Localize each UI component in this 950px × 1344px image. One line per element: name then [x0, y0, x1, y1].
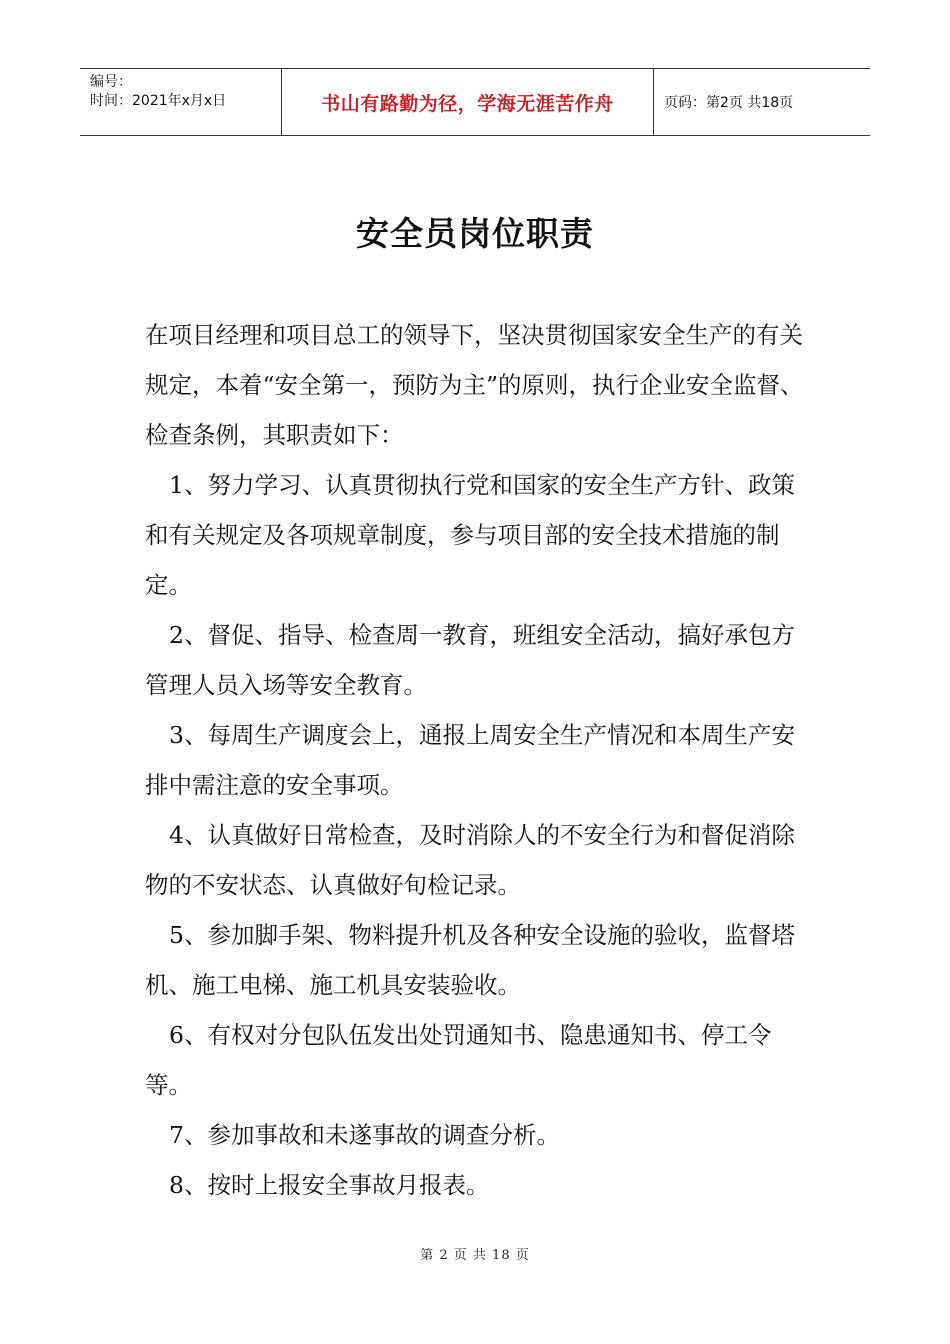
header-page-info: 页码：第2页 共18页	[664, 95, 794, 111]
intro-paragraph: 在项目经理和项目总工的领导下，坚决贯彻国家安全生产的有关规定，本着“安全第一，预防为主”的原则，执行企业安全监督、检查条例，其职责如下：	[145, 321, 804, 449]
duty-item-3: 3、每周生产调度会上，通报上周安全生产情况和本周生产安排中需注意的安全事项。	[145, 721, 795, 799]
document-title: 安全员岗位职责	[356, 214, 594, 253]
duty-item-4: 4、认真做好日常检查，及时消除人的不安全行为和督促消除物的不安状态、认真做好旬检记录。	[145, 821, 795, 899]
duty-item-7: 7、参加事故和未遂事故的调查分析。	[169, 1121, 560, 1149]
document-body	[145, 310, 810, 1210]
header-motto-cell	[282, 69, 654, 135]
duty-item-6: 6、有权对分包队伍发出处罚通知书、隐患通知书、停工令等。	[145, 1021, 772, 1099]
header-page-cell	[654, 69, 870, 135]
duty-item-8: 8、按时上报安全事故月报表。	[169, 1171, 490, 1199]
header-meta-cell	[80, 69, 282, 135]
document-header	[80, 68, 870, 136]
duty-item-5: 5、参加脚手架、物料提升机及各种安全设施的验收，监督塔机、施工电梯、施工机具安装验收。	[145, 921, 795, 999]
page-footer: 第 2 页 共 18 页	[420, 1248, 530, 1263]
document-number-label: 编号：	[90, 74, 132, 90]
document-date-label: 时间：2021年x月x日	[90, 93, 227, 109]
duty-item-1: 1、努力学习、认真贯彻执行党和国家的安全生产方针、政策和有关规定及各项规章制度，参与项目部的安全技术措施的制定。	[145, 471, 795, 599]
header-motto: 书山有路勤为径，学海无涯苦作舟	[321, 92, 614, 115]
duty-item-2: 2、督促、指导、检查周一教育，班组安全活动，搞好承包方管理人员入场等安全教育。	[145, 621, 795, 699]
